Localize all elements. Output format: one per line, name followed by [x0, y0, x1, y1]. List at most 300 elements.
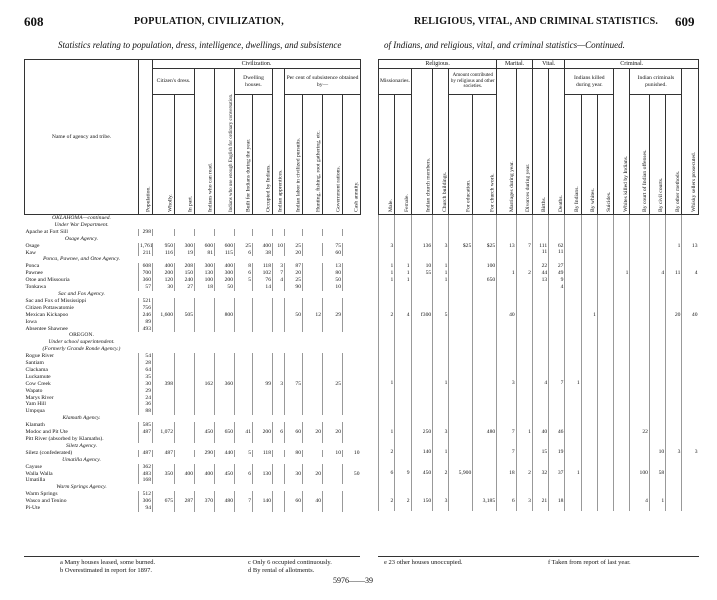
value-cell — [532, 422, 548, 429]
value-cell: 1 — [581, 312, 597, 319]
value-cell — [682, 346, 699, 353]
value-cell — [411, 305, 433, 312]
value-cell — [303, 408, 323, 415]
value-cell — [285, 229, 303, 236]
value-cell — [597, 436, 613, 443]
value-cell — [285, 408, 303, 415]
value-cell — [565, 243, 581, 250]
value-cell — [516, 291, 532, 298]
value-cell — [532, 318, 548, 325]
value-cell: 20 — [285, 250, 303, 257]
value-cell: 9 — [395, 470, 411, 477]
value-cell — [649, 374, 665, 381]
value-cell — [379, 236, 395, 243]
value-cell — [630, 408, 650, 415]
value-cell — [473, 491, 497, 498]
value-cell — [682, 367, 699, 374]
value-cell — [395, 477, 411, 484]
value-cell — [411, 346, 433, 353]
value-cell — [433, 505, 449, 512]
table-row — [379, 270, 699, 277]
value-cell — [549, 387, 565, 394]
value-cell — [285, 360, 303, 367]
table-row — [379, 339, 699, 346]
value-cell: 650 — [473, 277, 497, 284]
value-cell — [449, 256, 473, 263]
value-cell — [565, 401, 581, 408]
value-cell — [565, 270, 581, 277]
value-cell — [682, 387, 699, 394]
value-cell — [597, 484, 613, 491]
tribe-name-cell: Marys River — [25, 394, 54, 401]
col-female-header: Female. — [395, 95, 411, 215]
value-cell — [497, 387, 517, 394]
value-cell — [666, 505, 682, 512]
table-row — [25, 367, 361, 374]
value-cell — [343, 298, 361, 305]
value-cell — [303, 277, 323, 284]
value-cell — [343, 319, 361, 326]
value-cell — [649, 360, 665, 367]
value-cell — [411, 256, 433, 263]
value-cell — [379, 332, 395, 339]
value-cell — [323, 505, 343, 512]
value-cell — [630, 249, 650, 256]
value-cell — [303, 319, 323, 326]
value-cell — [597, 249, 613, 256]
tribe-name-cell: Osage — [25, 242, 40, 249]
value-cell — [449, 387, 473, 394]
value-cell — [473, 284, 497, 291]
value-cell: 25 — [285, 243, 303, 250]
value-cell — [597, 284, 613, 291]
value-cell: 400 — [215, 263, 235, 270]
value-cell — [433, 229, 449, 236]
value-cell — [253, 353, 273, 360]
value-cell — [516, 463, 532, 470]
value-cell — [532, 332, 548, 339]
value-cell — [565, 505, 581, 512]
value-cell: 102 — [253, 270, 273, 277]
value-cell — [565, 374, 581, 381]
value-cell — [175, 229, 195, 236]
value-cell — [343, 250, 361, 257]
value-cell: 21 — [532, 498, 548, 505]
value-cell — [175, 422, 195, 429]
value-cell — [614, 484, 630, 491]
value-cell — [682, 256, 699, 263]
section-heading: Umatilla Agency. — [62, 456, 101, 463]
value-cell — [614, 401, 630, 408]
section-filler — [139, 215, 361, 222]
value-cell — [449, 277, 473, 284]
value-cell — [630, 256, 650, 263]
value-cell — [273, 360, 285, 367]
value-cell — [532, 436, 548, 443]
value-cell — [343, 374, 361, 381]
section-heading: Ponca, Pawnee, and Otoe Agency. — [42, 256, 121, 263]
value-cell: 162 — [195, 381, 215, 388]
value-cell — [411, 422, 433, 429]
value-cell: 3 — [273, 381, 285, 388]
value-cell — [433, 353, 449, 360]
value-cell: 1 — [516, 429, 532, 436]
value-cell — [343, 381, 361, 388]
value-cell — [411, 298, 433, 305]
value-cell — [175, 395, 195, 402]
table-row — [25, 319, 361, 326]
value-cell — [253, 388, 273, 395]
value-cell — [273, 450, 285, 457]
value-cell — [449, 312, 473, 319]
value-cell — [549, 256, 565, 263]
value-cell — [153, 388, 175, 395]
value-cell — [682, 353, 699, 360]
value-cell — [682, 263, 699, 270]
value-cell — [379, 456, 395, 463]
value-cell: 4 — [549, 284, 565, 291]
value-cell — [649, 387, 665, 394]
value-cell: 87 — [285, 263, 303, 270]
value-cell — [175, 305, 195, 312]
table-row — [25, 263, 361, 270]
value-cell: $25 — [473, 243, 497, 250]
value-cell — [682, 291, 699, 298]
value-cell — [565, 436, 581, 443]
value-cell — [666, 353, 682, 360]
left-statistics-table — [24, 59, 361, 512]
value-cell — [215, 326, 235, 333]
right-subtitle: of Indians, and religious, vital, and criminal statistics—Continued. — [384, 40, 625, 50]
value-cell — [614, 408, 630, 415]
value-cell — [153, 353, 175, 360]
value-cell: 7 — [273, 270, 285, 277]
value-cell — [433, 401, 449, 408]
value-cell — [411, 277, 433, 284]
value-cell — [411, 505, 433, 512]
value-cell: 75 — [323, 243, 343, 250]
value-cell — [379, 401, 395, 408]
value-cell — [565, 325, 581, 332]
value-cell — [581, 477, 597, 484]
value-cell — [597, 215, 613, 222]
value-cell — [343, 477, 361, 484]
value-cell — [581, 318, 597, 325]
value-cell: 400 — [195, 471, 215, 478]
value-cell — [497, 353, 517, 360]
value-cell — [666, 477, 682, 484]
value-cell — [323, 374, 343, 381]
table-row — [379, 284, 699, 291]
table-row — [379, 380, 699, 387]
section-heading-row — [25, 415, 361, 422]
value-cell: 15 — [532, 449, 548, 456]
value-cell — [411, 318, 433, 325]
value-cell — [153, 298, 175, 305]
value-cell — [532, 477, 548, 484]
value-cell: 5,900 — [449, 470, 473, 477]
value-cell — [235, 229, 253, 236]
value-cell: 487 — [139, 450, 153, 457]
value-cell — [497, 256, 517, 263]
value-cell — [285, 388, 303, 395]
value-cell — [343, 436, 361, 443]
value-cell — [473, 298, 497, 305]
value-cell — [649, 222, 665, 229]
value-cell — [497, 298, 517, 305]
value-cell — [273, 367, 285, 374]
value-cell — [433, 484, 449, 491]
value-cell — [682, 422, 699, 429]
value-cell: 246 — [139, 312, 153, 319]
col-wholly-header: Wholly. — [153, 95, 175, 215]
value-cell — [253, 491, 273, 498]
value-cell: 6 — [497, 498, 517, 505]
value-cell: 3 — [433, 498, 449, 505]
value-cell — [565, 215, 581, 222]
value-cell — [449, 318, 473, 325]
value-cell — [565, 222, 581, 229]
value-cell — [473, 463, 497, 470]
value-cell — [235, 326, 253, 333]
value-cell: 25 — [285, 277, 303, 284]
value-cell — [614, 312, 630, 319]
value-cell — [597, 339, 613, 346]
value-cell — [175, 374, 195, 381]
value-cell: 362 — [139, 464, 153, 471]
value-cell: 81 — [195, 250, 215, 257]
value-cell — [581, 249, 597, 256]
left-table-body — [25, 215, 361, 512]
value-cell: 287 — [175, 498, 195, 505]
value-cell — [153, 408, 175, 415]
value-cell: 20 — [285, 270, 303, 277]
value-cell — [433, 284, 449, 291]
value-cell — [379, 408, 395, 415]
table-row — [379, 298, 699, 305]
table-row — [25, 312, 361, 319]
value-cell — [549, 236, 565, 243]
value-cell — [549, 408, 565, 415]
value-cell — [666, 339, 682, 346]
value-cell: 12 — [303, 312, 323, 319]
value-cell: 487 — [153, 450, 175, 457]
value-cell: 32 — [532, 470, 548, 477]
value-cell — [323, 498, 343, 505]
value-cell: 480 — [215, 498, 235, 505]
value-cell — [497, 401, 517, 408]
value-cell — [630, 236, 650, 243]
value-cell — [649, 429, 665, 436]
value-cell: 10 — [323, 450, 343, 457]
signature-mark: 5976——39 — [333, 576, 373, 585]
value-cell — [195, 388, 215, 395]
value-cell — [411, 477, 433, 484]
value-cell — [516, 346, 532, 353]
value-cell — [682, 374, 699, 381]
value-cell — [175, 298, 195, 305]
value-cell — [532, 346, 548, 353]
value-cell — [666, 491, 682, 498]
value-cell — [597, 243, 613, 250]
section-heading-row — [25, 215, 361, 222]
value-cell — [195, 395, 215, 402]
value-cell — [565, 346, 581, 353]
value-cell — [323, 367, 343, 374]
value-cell — [215, 505, 235, 512]
table-row — [25, 360, 361, 367]
value-cell — [630, 229, 650, 236]
value-cell — [497, 249, 517, 256]
value-cell — [597, 256, 613, 263]
value-cell — [497, 229, 517, 236]
value-cell — [614, 298, 630, 305]
table-row — [379, 222, 699, 229]
value-cell: 398 — [153, 381, 175, 388]
section-heading-row — [25, 256, 361, 263]
value-cell — [285, 319, 303, 326]
value-cell: 2 — [379, 312, 395, 319]
value-cell — [581, 415, 597, 422]
value-cell — [666, 387, 682, 394]
value-cell — [682, 470, 699, 477]
value-cell: 18 — [195, 284, 215, 291]
table-row — [25, 408, 361, 415]
value-cell — [235, 284, 253, 291]
value-cell — [597, 277, 613, 284]
value-cell — [215, 422, 235, 429]
value-cell: 10 — [411, 263, 433, 270]
value-cell — [649, 243, 665, 250]
value-cell — [433, 298, 449, 305]
value-cell: 88 — [139, 408, 153, 415]
value-cell — [411, 353, 433, 360]
value-cell — [565, 305, 581, 312]
value-cell: 521 — [139, 298, 153, 305]
value-cell — [449, 332, 473, 339]
value-cell: 1 — [379, 270, 395, 277]
value-cell — [323, 471, 343, 478]
value-cell — [449, 429, 473, 436]
value-cell — [323, 395, 343, 402]
table-row — [379, 491, 699, 498]
value-cell — [666, 222, 682, 229]
value-cell — [614, 387, 630, 394]
value-cell — [323, 408, 343, 415]
value-cell — [303, 381, 323, 388]
value-cell: $25 — [449, 243, 473, 250]
value-cell — [630, 284, 650, 291]
value-cell: 40 — [303, 498, 323, 505]
value-cell — [497, 284, 517, 291]
table-row — [25, 491, 361, 498]
value-cell — [153, 367, 175, 374]
value-cell — [565, 229, 581, 236]
value-cell — [175, 464, 195, 471]
value-cell — [532, 443, 548, 450]
value-cell — [175, 491, 195, 498]
tribe-name-cell: Pi-Ute — [25, 505, 41, 512]
value-cell — [343, 367, 361, 374]
value-cell: 1 — [379, 429, 395, 436]
value-cell — [497, 215, 517, 222]
value-cell — [516, 277, 532, 284]
value-cell — [516, 380, 532, 387]
value-cell — [649, 249, 665, 256]
value-cell — [449, 401, 473, 408]
value-cell: 20 — [323, 429, 343, 436]
table-row — [379, 325, 699, 332]
value-cell — [215, 408, 235, 415]
value-cell — [614, 256, 630, 263]
value-cell — [175, 388, 195, 395]
value-cell — [565, 415, 581, 422]
value-cell — [666, 380, 682, 387]
value-cell — [195, 422, 215, 429]
value-cell — [379, 505, 395, 512]
section-heading-row — [25, 236, 361, 243]
value-cell — [597, 360, 613, 367]
value-cell — [649, 443, 665, 450]
value-cell — [549, 401, 565, 408]
value-cell: 306 — [139, 498, 153, 505]
value-cell — [630, 484, 650, 491]
value-cell — [649, 491, 665, 498]
value-cell — [516, 360, 532, 367]
value-cell — [581, 456, 597, 463]
value-cell: 90 — [285, 284, 303, 291]
section-filler — [139, 339, 361, 346]
value-cell — [215, 388, 235, 395]
value-cell — [597, 394, 613, 401]
value-cell — [630, 367, 650, 374]
tribe-name-cell: Walla Walla — [25, 470, 53, 477]
value-cell — [614, 291, 630, 298]
value-cell — [303, 298, 323, 305]
footnote-a: a Many houses leased, some burned. — [60, 559, 156, 566]
value-cell — [565, 263, 581, 270]
value-cell — [666, 408, 682, 415]
section-filler — [139, 484, 361, 491]
value-cell — [215, 401, 235, 408]
value-cell — [285, 464, 303, 471]
footnote-b: b Overestimated in report for 1897. — [60, 567, 153, 574]
value-cell — [285, 422, 303, 429]
col-whites-killed-header: Whites killed by Indians. — [614, 69, 630, 215]
section-heading: Siletz Agency. — [66, 442, 97, 449]
value-cell — [497, 346, 517, 353]
section-heading: Warm Springs Agency. — [56, 484, 107, 491]
value-cell — [215, 491, 235, 498]
table-row — [379, 484, 699, 491]
value-cell — [682, 325, 699, 332]
value-cell — [473, 353, 497, 360]
value-cell — [630, 394, 650, 401]
value-cell: 130 — [195, 270, 215, 277]
tribe-name-cell: Klamath — [25, 422, 45, 429]
value-cell — [395, 332, 411, 339]
value-cell — [497, 443, 517, 450]
value-cell — [614, 353, 630, 360]
value-cell: 29 — [323, 312, 343, 319]
value-cell: 41 — [235, 429, 253, 436]
value-cell — [516, 325, 532, 332]
table-row — [379, 236, 699, 243]
col-male-header: Male. — [379, 95, 395, 215]
value-cell — [649, 353, 665, 360]
footnote-e: e 23 other houses unoccupied. — [384, 559, 463, 566]
value-cell: 1 — [433, 270, 449, 277]
